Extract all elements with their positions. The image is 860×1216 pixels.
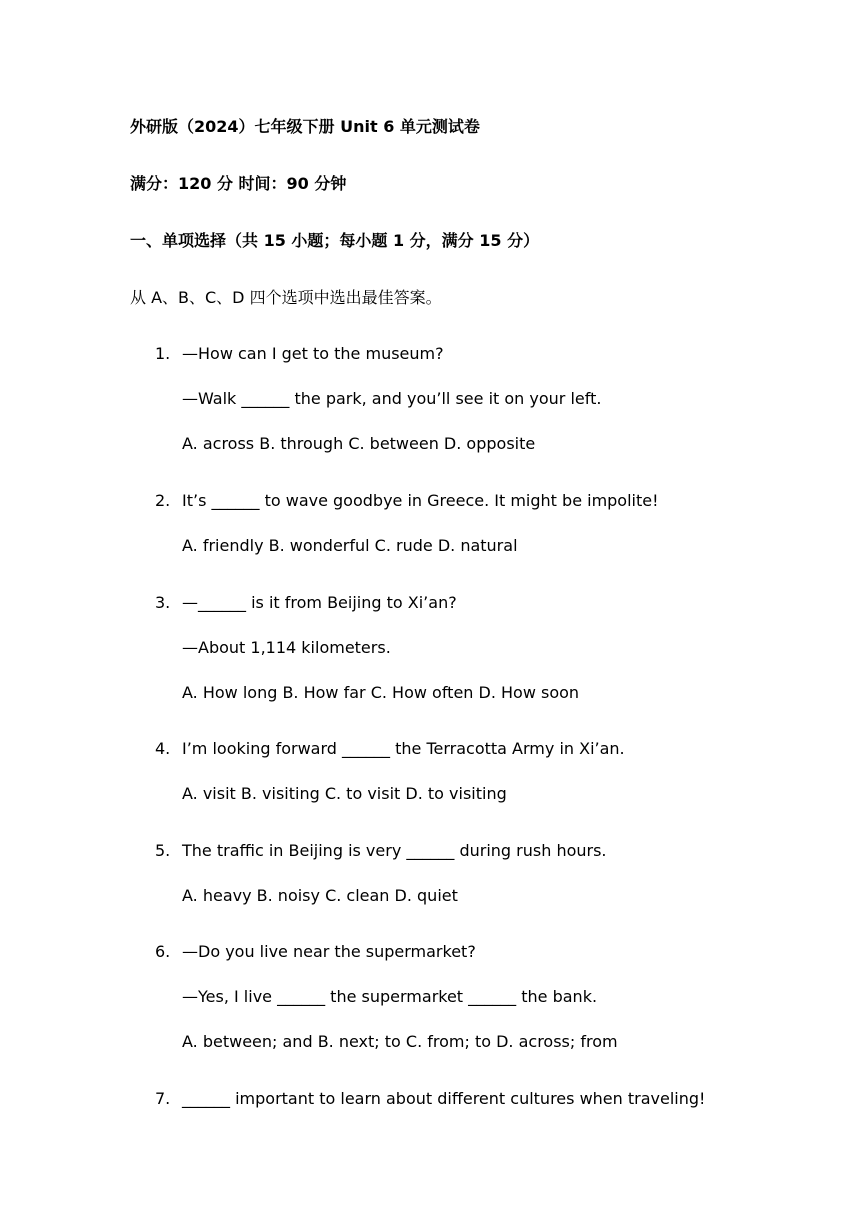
question-options: A. visit B. visiting C. to visit D. to visiting [182, 784, 507, 803]
question-number: 3. [155, 593, 171, 612]
section-heading: 一、单项选择（共 15 小题；每小题 1 分，满分 15 分） [130, 231, 540, 250]
question-options: A. friendly B. wonderful C. rude D. natural [182, 536, 518, 555]
question-number: 5. [155, 841, 171, 860]
question-text: —Do you live near the supermarket? [182, 942, 476, 961]
question-text: —About 1,114 kilometers. [182, 638, 391, 657]
question-text: ______ important to learn about different cultures when traveling! [182, 1089, 706, 1108]
question-number: 1. [155, 344, 171, 363]
question-number: 4. [155, 739, 171, 758]
question-number: 2. [155, 491, 171, 510]
document-title: 外研版（2024）七年级下册 Unit 6 单元测试卷 [130, 117, 480, 136]
question-text: —How can I get to the museum? [182, 344, 444, 363]
question-text: The traffic in Beijing is very ______ during rush hours. [182, 841, 607, 860]
question-text: —Yes, I live ______ the supermarket ______ the bank. [182, 987, 598, 1006]
question-options: A. between; and B. next; to C. from; to D. across; from [182, 1032, 618, 1051]
question-number: 7. [155, 1089, 171, 1108]
question-options: A. across B. through C. between D. opposite [182, 434, 536, 453]
question-options: A. heavy B. noisy C. clean D. quiet [182, 886, 458, 905]
exam-meta: 满分：120 分 时间：90 分钟 [130, 174, 347, 193]
question-options: A. How long B. How far C. How often D. How soon [182, 683, 580, 702]
section-instruction: 从 A、B、C、D 四个选项中选出最佳答案。 [130, 288, 442, 307]
question-text: —Walk ______ the park, and you’ll see it on your left. [182, 389, 602, 408]
question-text: —______ is it from Beijing to Xi’an? [182, 593, 457, 612]
question-number: 6. [155, 942, 171, 961]
question-text: It’s ______ to wave goodbye in Greece. It might be impolite! [182, 491, 659, 510]
question-text: I’m looking forward ______ the Terracotta Army in Xi’an. [182, 739, 625, 758]
